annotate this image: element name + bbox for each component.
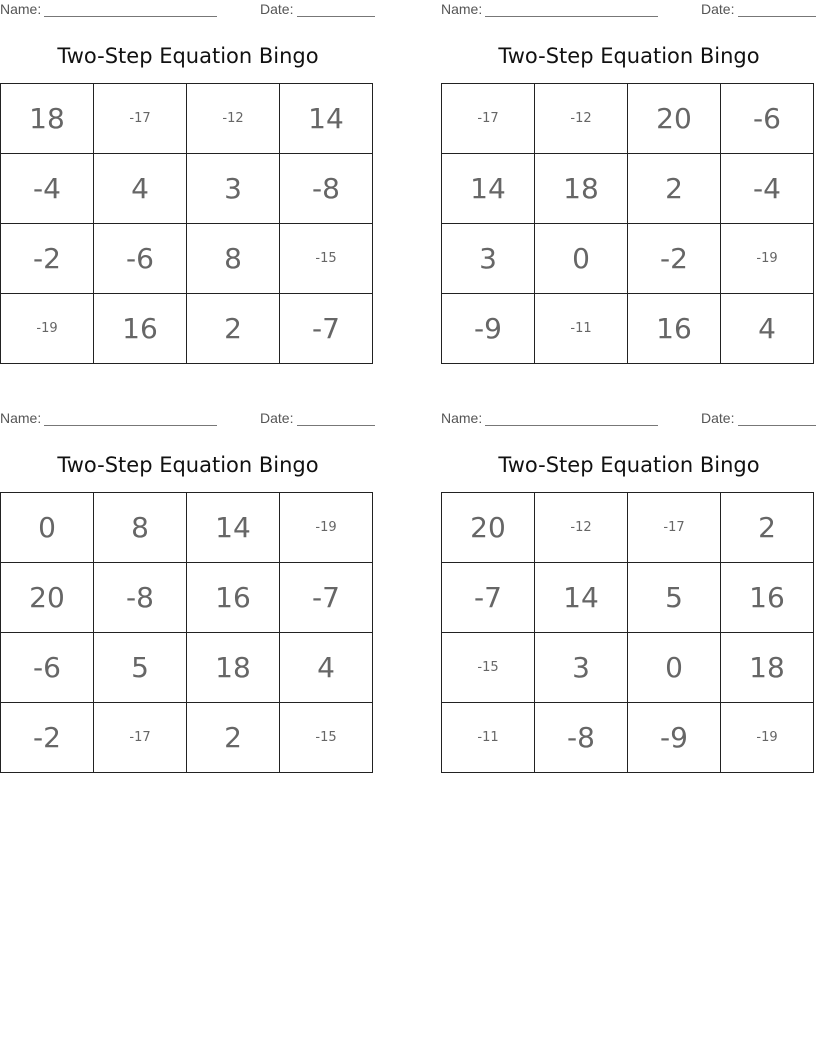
name-label: Name: [0, 1, 42, 17]
date-blank[interactable] [738, 16, 816, 17]
bingo-cell: -17 [94, 84, 187, 154]
name-blank[interactable] [44, 16, 217, 17]
bingo-cell: -8 [94, 563, 187, 633]
bingo-cell: -6 [94, 224, 187, 294]
card-title: Two-Step Equation Bingo [498, 44, 760, 68]
bingo-cell: 16 [94, 294, 187, 364]
name-date-row [441, 410, 816, 428]
bingo-cell: 5 [628, 563, 721, 633]
name-label: Name: [441, 410, 483, 426]
card-title: Two-Step Equation Bingo [57, 453, 319, 477]
bingo-card [441, 409, 816, 783]
grid-row [442, 84, 814, 154]
bingo-cell: -12 [535, 84, 628, 154]
bingo-cell: -17 [442, 84, 535, 154]
bingo-cell: -7 [442, 563, 535, 633]
grid-row [442, 703, 814, 773]
bingo-cell: 0 [1, 493, 94, 563]
bingo-cell: -2 [1, 703, 94, 773]
bingo-cell: 8 [187, 224, 280, 294]
bingo-grid [441, 83, 814, 364]
bingo-grid [0, 83, 373, 364]
bingo-cell: -9 [628, 703, 721, 773]
card-title: Two-Step Equation Bingo [57, 44, 319, 68]
bingo-cell: 16 [187, 563, 280, 633]
bingo-cell: 4 [721, 294, 814, 364]
date-blank[interactable] [297, 16, 375, 17]
bingo-cell: -19 [1, 294, 94, 364]
name-label: Name: [0, 410, 42, 426]
bingo-cell: -6 [1, 633, 94, 703]
bingo-cell: 3 [442, 224, 535, 294]
bingo-cell: 14 [442, 154, 535, 224]
grid-row [1, 224, 373, 294]
grid-row [1, 84, 373, 154]
bingo-grid [0, 492, 373, 773]
name-label: Name: [441, 1, 483, 17]
grid-row [1, 154, 373, 224]
name-blank[interactable] [44, 425, 217, 426]
grid-row [1, 294, 373, 364]
bingo-cell: -19 [721, 224, 814, 294]
bingo-card [0, 409, 376, 783]
bingo-cell: 2 [187, 294, 280, 364]
bingo-cell: -17 [94, 703, 187, 773]
grid-row [442, 154, 814, 224]
bingo-cell: 18 [187, 633, 280, 703]
bingo-cell: 3 [187, 154, 280, 224]
bingo-cell: 18 [1, 84, 94, 154]
bingo-cell: 8 [94, 493, 187, 563]
name-date-row [441, 1, 816, 19]
bingo-cell: 5 [94, 633, 187, 703]
bingo-cell: 0 [535, 224, 628, 294]
bingo-cell: -12 [535, 493, 628, 563]
grid-row [442, 493, 814, 563]
bingo-cell: 2 [187, 703, 280, 773]
name-date-row [0, 410, 376, 428]
grid-row [1, 563, 373, 633]
bingo-cell: 20 [628, 84, 721, 154]
bingo-cell: -8 [280, 154, 373, 224]
grid-row [442, 294, 814, 364]
date-label: Date: [260, 410, 294, 426]
bingo-cell: -4 [1, 154, 94, 224]
bingo-cell: -17 [628, 493, 721, 563]
bingo-cell: 4 [94, 154, 187, 224]
bingo-cell: 18 [721, 633, 814, 703]
bingo-cell: -6 [721, 84, 814, 154]
grid-row [442, 224, 814, 294]
bingo-cell: 2 [628, 154, 721, 224]
grid-row [442, 633, 814, 703]
bingo-cell: -9 [442, 294, 535, 364]
bingo-cell: 4 [280, 633, 373, 703]
bingo-cell: -2 [1, 224, 94, 294]
name-date-row [0, 1, 376, 19]
name-blank[interactable] [485, 425, 658, 426]
bingo-cell: -8 [535, 703, 628, 773]
bingo-cell: 20 [1, 563, 94, 633]
date-label: Date: [701, 410, 735, 426]
bingo-cell: -7 [280, 294, 373, 364]
grid-row [1, 493, 373, 563]
grid-row [442, 563, 814, 633]
bingo-cell: -19 [280, 493, 373, 563]
bingo-cell: -2 [628, 224, 721, 294]
date-label: Date: [260, 1, 294, 17]
bingo-grid [441, 492, 814, 773]
bingo-cell: -4 [721, 154, 814, 224]
bingo-cell: 0 [628, 633, 721, 703]
grid-row [1, 633, 373, 703]
bingo-cell: 16 [628, 294, 721, 364]
bingo-cell: 16 [721, 563, 814, 633]
date-label: Date: [701, 1, 735, 17]
bingo-cell: -15 [280, 224, 373, 294]
grid-row [1, 703, 373, 773]
name-blank[interactable] [485, 16, 658, 17]
bingo-card [0, 0, 376, 374]
date-blank[interactable] [738, 425, 816, 426]
bingo-cell: 18 [535, 154, 628, 224]
bingo-cell: -11 [442, 703, 535, 773]
bingo-cell: -19 [721, 703, 814, 773]
bingo-cell: 14 [187, 493, 280, 563]
bingo-cell: -12 [187, 84, 280, 154]
bingo-cell: 2 [721, 493, 814, 563]
card-title: Two-Step Equation Bingo [498, 453, 760, 477]
bingo-cell: 14 [280, 84, 373, 154]
bingo-cell: 14 [535, 563, 628, 633]
date-blank[interactable] [297, 425, 375, 426]
bingo-cell: -15 [442, 633, 535, 703]
bingo-cell: -15 [280, 703, 373, 773]
bingo-cell: -7 [280, 563, 373, 633]
bingo-cell: 20 [442, 493, 535, 563]
bingo-card [441, 0, 816, 374]
bingo-cell: 3 [535, 633, 628, 703]
bingo-cell: -11 [535, 294, 628, 364]
